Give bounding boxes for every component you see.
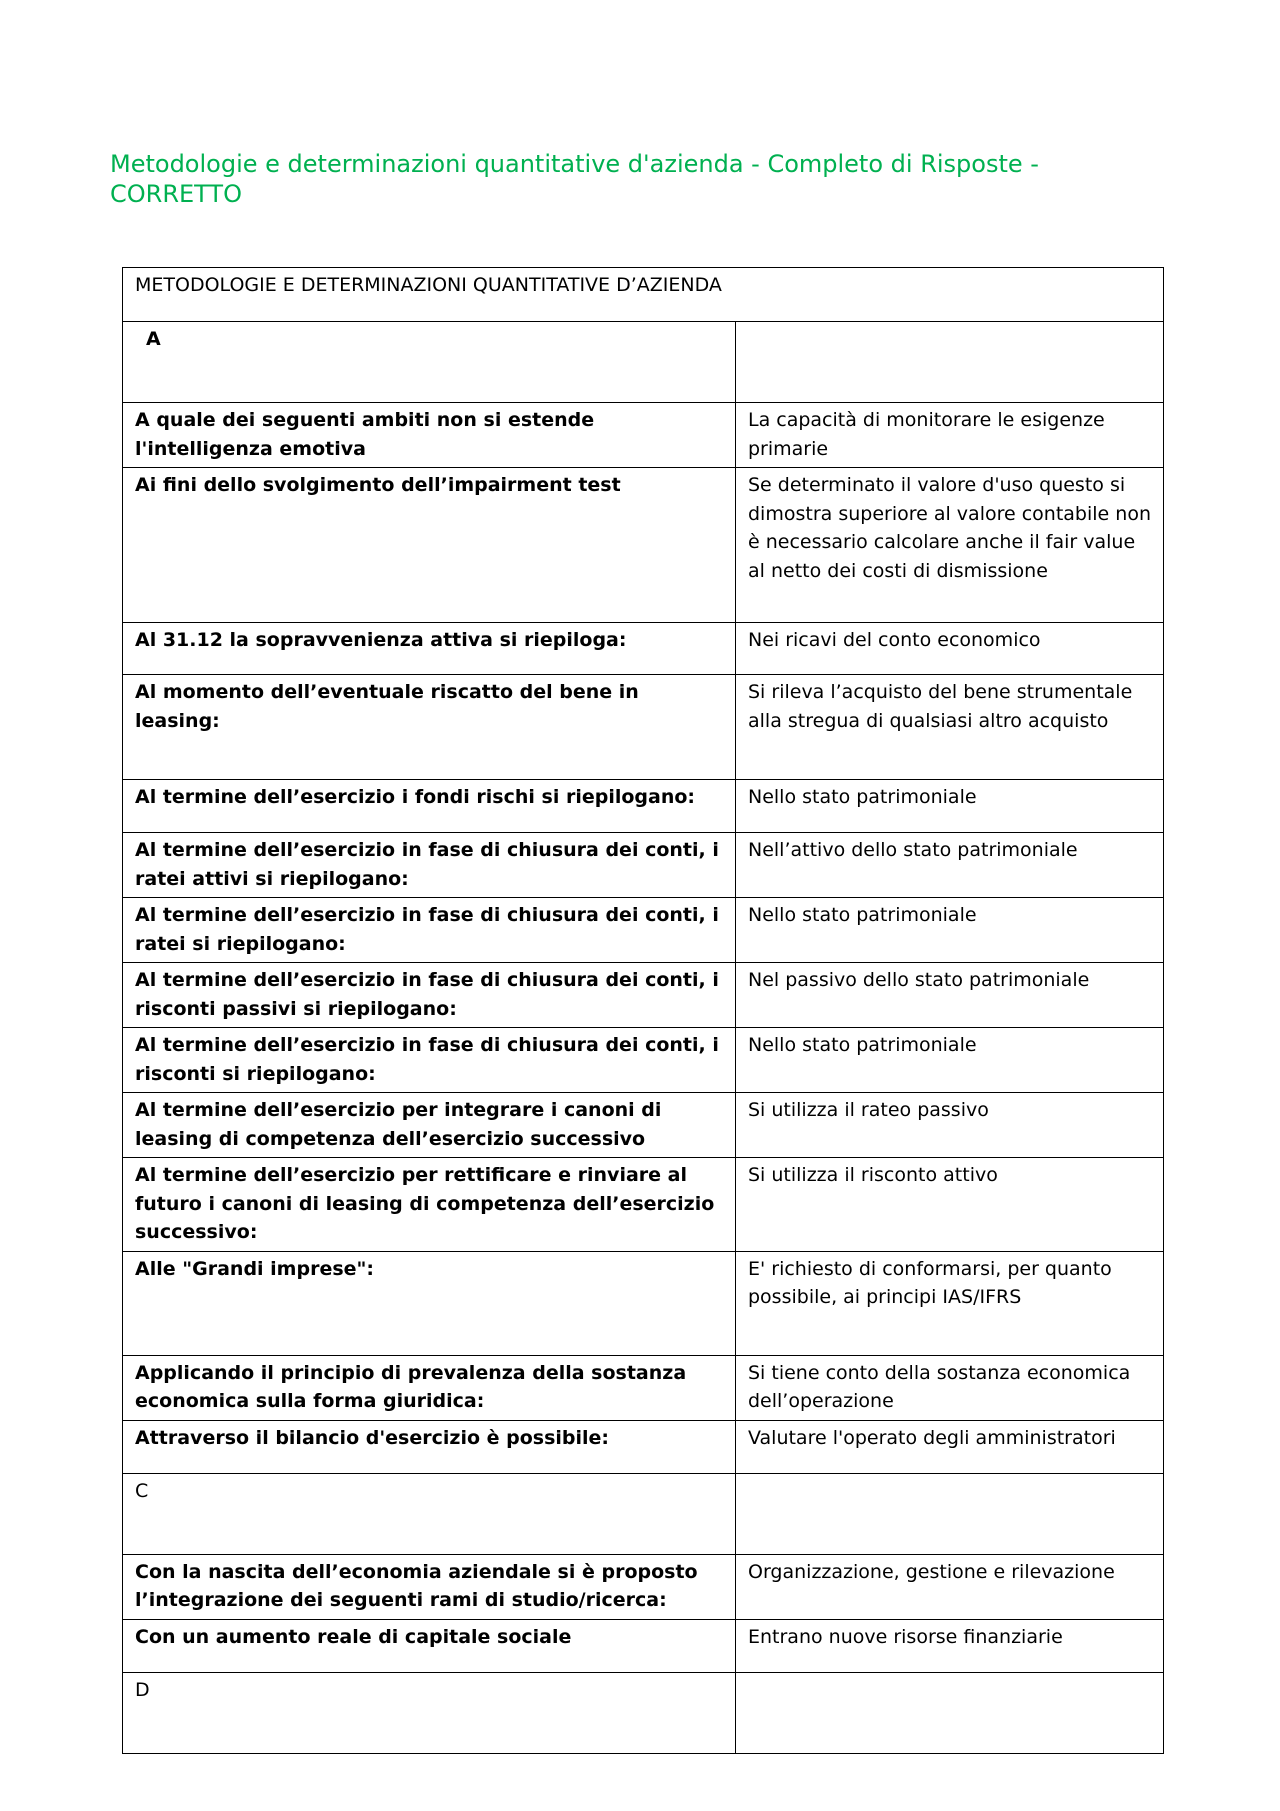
section-row-d (123, 1672, 1164, 1753)
table-row (123, 1028, 1164, 1093)
section-empty-cell (736, 1672, 1164, 1753)
answer-cell: Nello stato patrimoniale (736, 780, 1164, 833)
table-row (123, 1420, 1164, 1473)
question-cell: Attraverso il bilancio d'esercizio è possibile: (123, 1420, 736, 1473)
question-cell: Con un aumento reale di capitale sociale (123, 1619, 736, 1672)
section-label-a: A (123, 322, 736, 403)
answer-cell: Nel passivo dello stato patrimoniale (736, 963, 1164, 1028)
section-row-a (123, 322, 1164, 403)
table-row (123, 780, 1164, 833)
question-cell: Al termine dell’esercizio in fase di chiusura dei conti, i ratei si riepilogano: (123, 898, 736, 963)
question-cell: A quale dei seguenti ambiti non si estende l'intelligenza emotiva (123, 403, 736, 468)
table-row (123, 833, 1164, 898)
answer-cell: E' richiesto di conformarsi, per quanto possibile, ai principi IAS/IFRS (736, 1251, 1164, 1355)
answer-cell: Si utilizza il risconto attivo (736, 1158, 1164, 1252)
question-cell: Al termine dell’esercizio i fondi rischi si riepilogano: (123, 780, 736, 833)
answer-cell: Entrano nuove risorse finanziarie (736, 1619, 1164, 1672)
answer-cell: Nei ricavi del conto economico (736, 623, 1164, 675)
answer-cell: Si rileva l’acquisto del bene strumentale alla stregua di qualsiasi altro acquisto (736, 675, 1164, 780)
question-cell: Alle "Grandi imprese": (123, 1251, 736, 1355)
table-row (123, 1093, 1164, 1158)
question-cell: Al momento dell’eventuale riscatto del bene in leasing: (123, 675, 736, 780)
table-row (123, 898, 1164, 963)
table-row (123, 1619, 1164, 1672)
question-cell: Al 31.12 la sopravvenienza attiva si riepiloga: (123, 623, 736, 675)
section-label-c: C (123, 1473, 736, 1554)
section-label-d: D (123, 1672, 736, 1753)
document-title: Metodologie e determinazioni quantitative d'azienda - Completo di Risposte - CORRETTO (110, 150, 1039, 208)
question-cell: Ai fini dello svolgimento dell’impairment test (123, 468, 736, 623)
answer-cell: Valutare l'operato degli amministratori (736, 1420, 1164, 1473)
table-row (123, 468, 1164, 623)
answer-cell: Nello stato patrimoniale (736, 898, 1164, 963)
question-cell: Applicando il principio di prevalenza della sostanza economica sulla forma giuridica: (123, 1355, 736, 1420)
table-row (123, 1355, 1164, 1420)
table-row (123, 963, 1164, 1028)
qa-table (122, 267, 1164, 1754)
answer-cell: Se determinato il valore d'uso questo si dimostra superiore al valore contabile non è necessario calcolare anche il fair value al netto dei costi di dismissione (736, 468, 1164, 623)
table-header: METODOLOGIE E DETERMINAZIONI QUANTITATIVE D’AZIENDA (123, 268, 1164, 322)
section-empty-cell (736, 1473, 1164, 1554)
section-empty-cell (736, 322, 1164, 403)
table-row (123, 623, 1164, 675)
table-header-row (123, 268, 1164, 322)
answer-cell: Nell’attivo dello stato patrimoniale (736, 833, 1164, 898)
table-row (123, 1251, 1164, 1355)
table-row (123, 403, 1164, 468)
table-row (123, 675, 1164, 780)
table-row (123, 1554, 1164, 1619)
answer-cell: Si tiene conto della sostanza economica dell’operazione (736, 1355, 1164, 1420)
answer-cell: Si utilizza il rateo passivo (736, 1093, 1164, 1158)
answer-cell: Organizzazione, gestione e rilevazione (736, 1554, 1164, 1619)
answer-cell: La capacità di monitorare le esigenze primarie (736, 403, 1164, 468)
answer-cell: Nello stato patrimoniale (736, 1028, 1164, 1093)
question-cell: Con la nascita dell’economia aziendale si è proposto l’integrazione dei seguenti rami di studio/ricerca: (123, 1554, 736, 1619)
question-cell: Al termine dell’esercizio in fase di chiusura dei conti, i risconti si riepilogano: (123, 1028, 736, 1093)
question-cell: Al termine dell’esercizio in fase di chiusura dei conti, i ratei attivi si riepilogano: (123, 833, 736, 898)
question-cell: Al termine dell’esercizio in fase di chiusura dei conti, i risconti passivi si riepilogano: (123, 963, 736, 1028)
section-row-c (123, 1473, 1164, 1554)
question-cell: Al termine dell’esercizio per integrare i canoni di leasing di competenza dell’esercizio successivo (123, 1093, 736, 1158)
table-row (123, 1158, 1164, 1252)
question-cell: Al termine dell’esercizio per rettificare e rinviare al futuro i canoni di leasing di competenza dell’esercizio successivo: (123, 1158, 736, 1252)
